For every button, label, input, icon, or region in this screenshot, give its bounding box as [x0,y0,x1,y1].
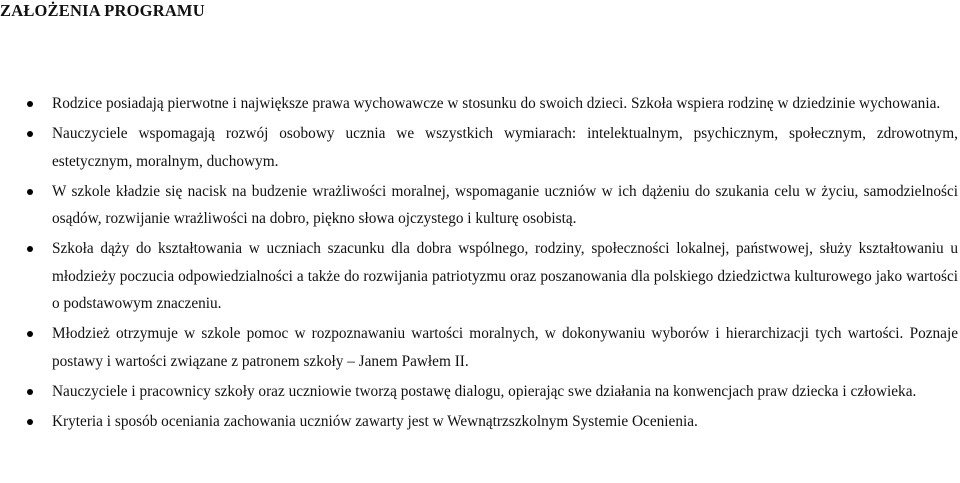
bullet-icon [27,189,33,195]
list-item [0,378,960,405]
list-item-text: Kryteria i sposób oceniania zachowania uczniów zawarty jest w Wewnątrzszkolnym Systemie Ocenienia. [52,412,698,430]
bullet-icon [27,246,33,252]
list-item [0,90,960,117]
list-item [0,120,960,175]
list-item-text: Nauczyciele i pracownicy szkoły oraz uczniowie tworzą postawę dialogu, opierając swe działania na konwencjach praw dziecka i człowieka. [52,382,917,400]
list-item-text: Szkoła dąży do kształtowania w uczniach szacunku dla dobra wspólnego, rodziny, społeczności lokalnej, państwowej, służy kształtowaniu u młodzieży poczucia odpowiedzialności a także do rozwijania patriotyzmu oraz poszanowania dla polskiego dziedzictwa kulturowego jako wartości o podstawowym znaczeniu. [52,240,958,313]
list-item [0,320,960,375]
list-item [0,178,960,233]
list-item [0,408,960,435]
list-item-text: Młodzież otrzymuje w szkole pomoc w rozpoznawaniu wartości moralnych, w dokonywaniu wyborów i hierarchizacji tych wartości. Poznaje postawy i wartości związane z patronem szkoły – Janem Pawłem II. [52,325,958,370]
bullet-icon [27,419,33,425]
principles-list [0,90,960,438]
bullet-icon [27,389,33,395]
list-item-text: Nauczyciele wspomagają rozwój osobowy ucznia we wszystkich wymiarach: intelektualnym, psychicznym, społecznym, zdrowotnym, estetycznym, moralnym, duchowym. [52,125,958,170]
list-item [0,235,960,317]
bullet-icon [27,331,33,337]
bullet-icon [27,101,33,107]
list-item-text: Rodzice posiadają pierwotne i największe prawa wychowawcze w stosunku do swoich dzieci. Szkoła wspiera rodzinę w dziedzinie wychowania. [52,95,941,112]
bullet-icon [27,131,33,137]
section-heading: ZAŁOŻENIA PROGRAMU [0,1,205,20]
list-item-text: W szkole kładzie się nacisk na budzenie wrażliwości moralnej, wspomaganie uczniów w ich dążeniu do szukania celu w życiu, samodzielności osądów, rozwijanie wrażliwości na dobro, piękno słowa ojczystego i kulturę osobistą. [52,182,958,228]
